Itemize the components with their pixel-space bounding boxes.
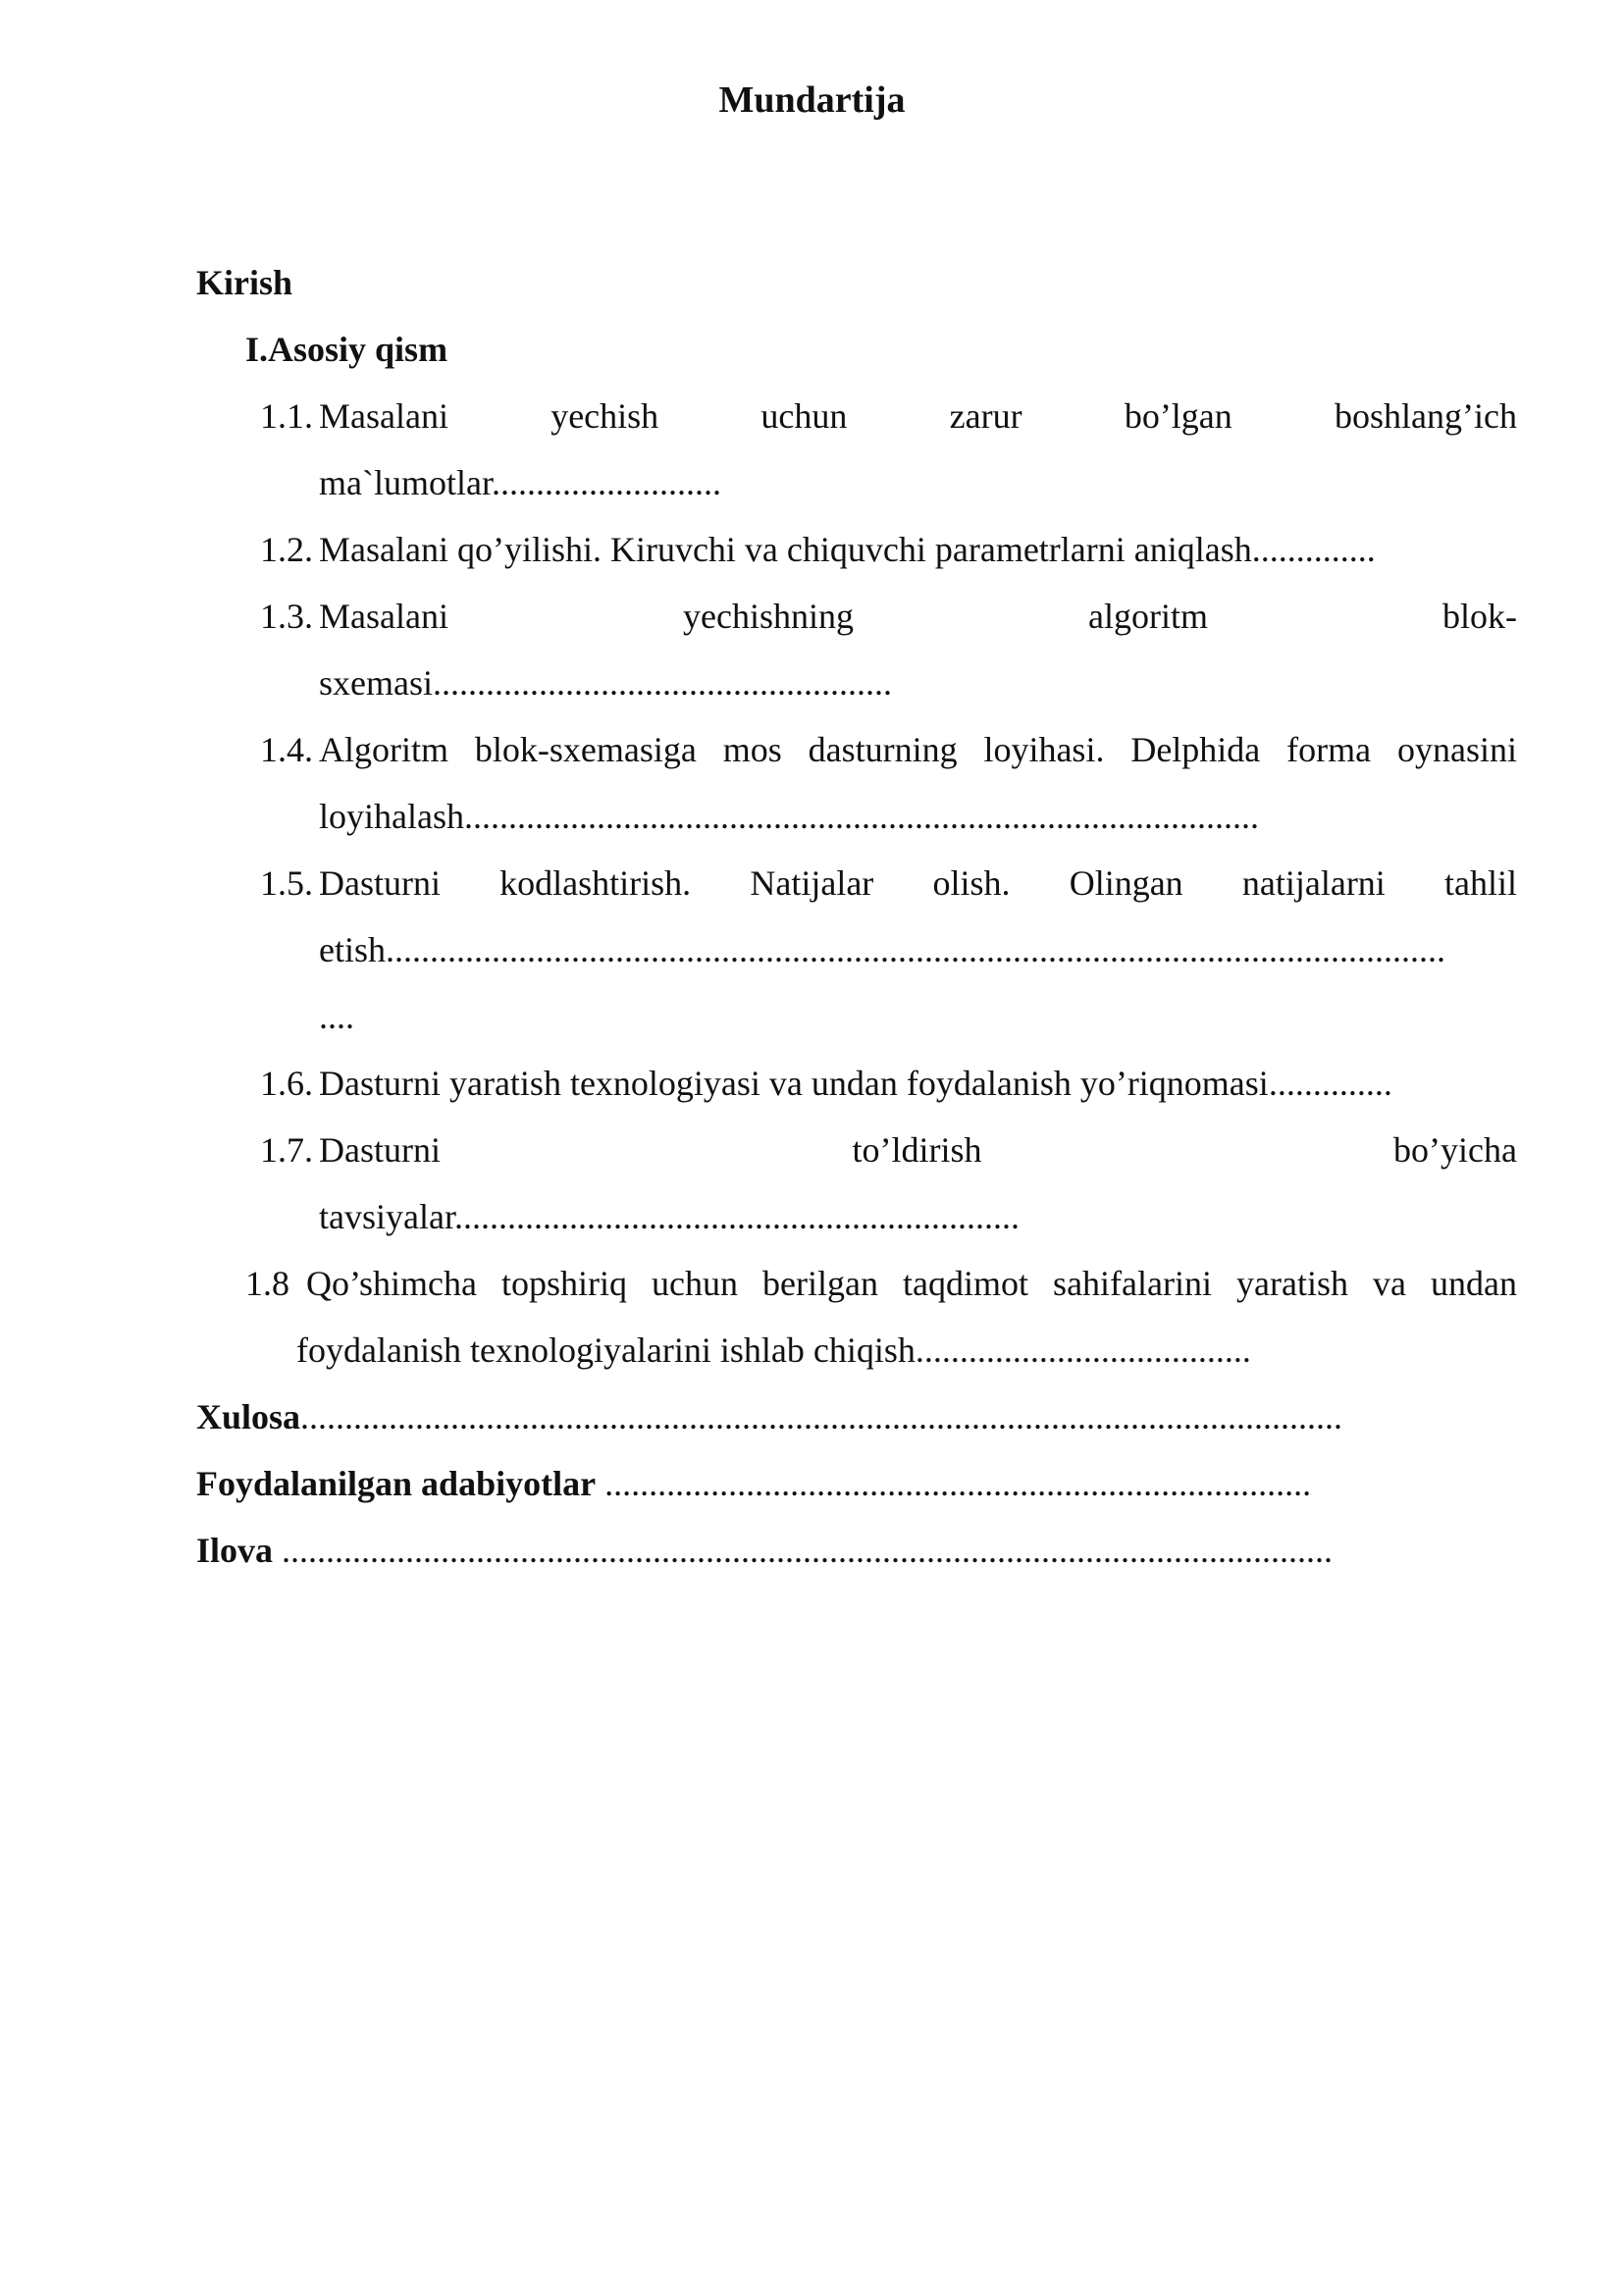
toc-entry-line: Dasturni to’ldirish bo’yicha [319, 1130, 1517, 1170]
toc-leader-dots: .................................................... [432, 663, 892, 703]
toc-appendix-label: Ilova [196, 1531, 274, 1570]
toc-entry-number: 1.1. [260, 396, 313, 436]
toc-entry-line: Masalani qo’yilishi. Kiruvchi va chiquvchi parametrlarni aniqlash [319, 530, 1252, 569]
toc-entry-line: etish [319, 930, 386, 969]
toc-entry-line: foydalanish texnologiyalarini ishlab chiqish [296, 1330, 916, 1370]
toc-entry-1-3 [260, 583, 1517, 716]
toc-entry-number: 1.6. [260, 1064, 313, 1103]
toc-entry-1-1 [260, 383, 1517, 516]
toc-leader-dots: ................................................................................ [596, 1464, 1312, 1503]
toc-leader-dots: ........................................................................................................................ [386, 930, 1445, 969]
toc-leader-dots: .............. [1268, 1064, 1392, 1103]
toc-leader-dots: .............. [1251, 530, 1376, 569]
toc-entry-number: 1.3. [260, 597, 313, 636]
toc-entry-1-6 [260, 1050, 1517, 1117]
toc-leader-dots: .... [319, 997, 354, 1036]
toc-leader-dots: .......................................................................................... [463, 797, 1259, 836]
toc-conclusion-label: Xulosa [196, 1397, 301, 1436]
toc-leader-dots: .......................... [491, 463, 721, 502]
toc-entry-number: 1.5. [260, 863, 313, 903]
toc-leader-dots: ................................................................ [453, 1197, 1020, 1236]
toc-entry-line: Algoritm blok-sxemasiga mos dasturning loyihasi. Delphida forma oynasini [319, 730, 1517, 769]
toc-intro: Kirish [196, 263, 293, 302]
toc-entry-number: 1.2. [260, 530, 313, 569]
toc-entry-line: ma`lumotlar [319, 463, 492, 502]
toc-entry-number: 1.4. [260, 730, 313, 769]
toc-entry-line: sxemasi [319, 663, 433, 703]
toc-entry-line: Masalani yechishning algoritm blok- [319, 597, 1517, 636]
toc-entry-line: tavsiyalar [319, 1197, 454, 1236]
toc-entry-line: loyihalash [319, 797, 464, 836]
toc-entry-number: 1.8 [245, 1264, 289, 1303]
toc-leader-dots: ....................................................................................................................... [273, 1531, 1334, 1570]
toc-entry-line: Dasturni yaratish texnologiyasi va undan foydalanish yo’riqnomasi [319, 1064, 1269, 1103]
toc-entry-1-4 [260, 716, 1517, 850]
page-title: Mundartija [718, 79, 906, 121]
toc-entry-line: Masalani yechish uchun zarur bo’lgan boshlang’ich [319, 396, 1517, 436]
toc-appendix [196, 1517, 1517, 1584]
toc-entry-number: 1.7. [260, 1130, 313, 1170]
toc-entry-line: Dasturni kodlashtirish. Natijalar olish. Olingan natijalarni tahlil [319, 863, 1517, 903]
toc-entry-line: Qo’shimcha topshiriq uchun berilgan taqdimot sahifalarini yaratish va undan [306, 1264, 1517, 1303]
toc-references-label: Foydalanilgan adabiyotlar [196, 1464, 597, 1503]
toc-leader-dots: ...................................................................................................................... [300, 1397, 1343, 1436]
toc-entry-1-8 [245, 1250, 1517, 1383]
toc-entry-1-2 [260, 516, 1517, 583]
toc-entry-1-7 [260, 1117, 1517, 1250]
toc-part-heading: I.Asosiy qism [245, 330, 448, 369]
toc-conclusion [196, 1383, 1517, 1450]
toc-leader-dots: ...................................... [915, 1330, 1251, 1370]
toc-entry-1-5 [260, 850, 1517, 1050]
toc-references [196, 1450, 1517, 1517]
